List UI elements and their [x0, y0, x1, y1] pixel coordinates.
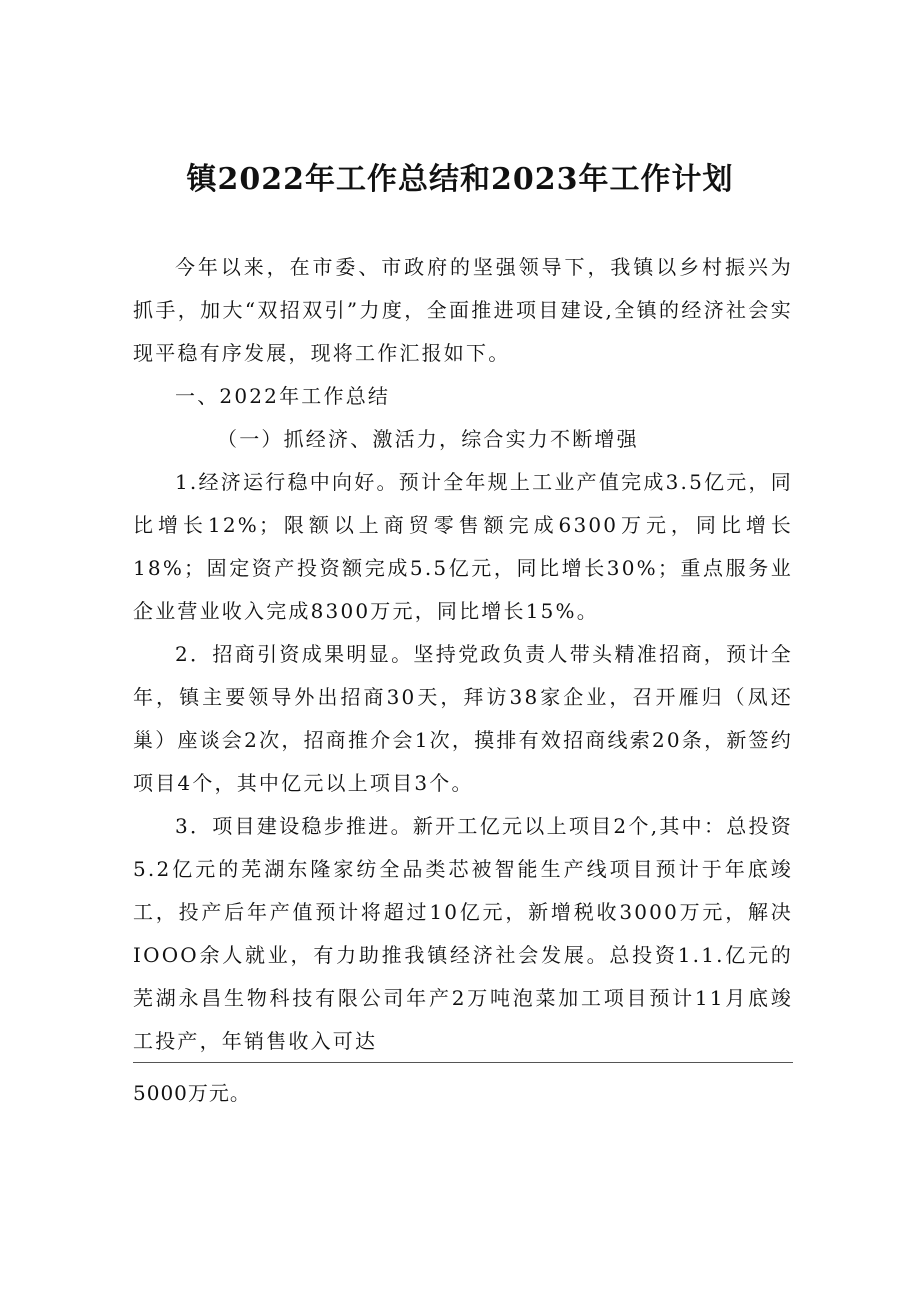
subsection-heading: （一）抓经济、激活力，综合实力不断增强: [217, 427, 639, 451]
document-body: [133, 246, 793, 1063]
continuation-text: 5000万元。: [133, 1081, 251, 1105]
section-heading: 一、2022年工作总结: [175, 384, 391, 408]
paragraph-investment: 2．招商引资成果明显。坚持党政负责人带头精准招商，预计全年，镇主要领导外出招商30天，拜访38家企业，召开雁归（凤还巢）座谈会2次，招商推介会1次，摸排有效招商线索20条，新签约项目4个，其中亿元以上项目3个。: [133, 642, 793, 795]
intro-paragraph: 今年以来，在市委、市政府的坚强领导下，我镇以乡村振兴为抓手，加大“双招双引”力度，全面推进项目建设,全镇的经济社会实现平稳有序发展，现将工作汇报如下。: [133, 255, 793, 365]
page-title: 镇2022年工作总结和2023年工作计划: [186, 162, 734, 197]
paragraph-economy: 1.经济运行稳中向好。预计全年规上工业产值完成3.5亿元，同比增长12%；限额以上商贸零售额完成6300万元，同比增长18%；固定资产投资额完成5.5亿元，同比增长30%；重点服务业企业营业收入完成8300万元，同比增长15%。: [133, 470, 793, 623]
paragraph-projects: 3．项目建设稳步推进。新开工亿元以上项目2个,其中：总投资5.2亿元的芜湖东隆家纺全品类芯被智能生产线项目预计于年底竣工，投产后年产值预计将超过10亿元，新增税收3000万元，解决IOOO余人就业，有力助推我镇经济社会发展。总投资1.1.亿元的芜湖永昌生物科技有限公司年产2万吨泡菜加工项目预计11月底竣工投产，年销售收入可达: [133, 814, 793, 1053]
page-divider: [133, 1062, 793, 1063]
